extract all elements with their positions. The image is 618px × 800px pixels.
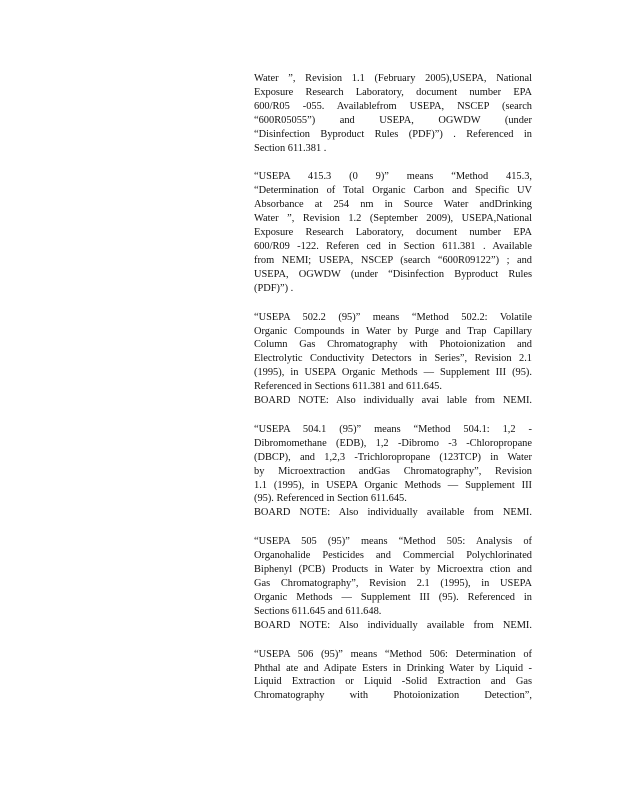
text-line: Dibromomethane (EDB), 1,2 -Dibromo -3 -Chloropropane — [254, 437, 532, 449]
paragraph-water-revision-continuation — [254, 72, 532, 155]
text-line: 1.1 (1995), in USEPA Organic Methods — Supplement III — [254, 479, 532, 491]
text-line: Organic Compounds in Water by Purge and Trap Capillary — [254, 325, 532, 337]
text-line: Electrolytic Conductivity Detectors in Series”, Revision 2.1 — [254, 353, 532, 365]
text-line: “Determination of Total Organic Carbon and Specific UV — [254, 185, 532, 197]
board-note-line: BOARD NOTE: Also individually available from NEMI. — [254, 619, 532, 631]
paragraph-usepa-504-1 — [254, 423, 532, 520]
document-page — [254, 72, 532, 718]
text-line: Column Gas Chromatography with Photoionization and — [254, 339, 532, 351]
text-line: “USEPA 506 (95)” means “Method 506: Determination of — [254, 648, 532, 660]
paragraph-usepa-415-3 — [254, 170, 532, 295]
text-line: Exposure Research Laboratory, document number EPA — [254, 86, 532, 98]
text-line: Exposure Research Laboratory, document number EPA — [254, 227, 532, 239]
text-line: Referenced in Sections 611.381 and 611.645. — [254, 381, 442, 393]
text-line: Gas Chromatography”, Revision 2.1 (1995), in USEPA — [254, 578, 532, 589]
text-line: by Microextraction andGas Chromatography”, Revision — [254, 465, 532, 477]
text-line: “USEPA 505 (95)” means “Method 505: Analysis of — [254, 536, 532, 548]
text-line: Organohalide Pesticides and Commercial Polychlorinated — [254, 550, 532, 562]
paragraph-usepa-505 — [254, 535, 532, 632]
text-line: 600/R09 -122. Referen ced in Section 611.381 . Available — [254, 240, 532, 252]
text-line: Organic Methods — Supplement III (95). Referenced in — [254, 591, 532, 603]
text-line: Absorbance at 254 nm in Source Water andDrinking — [254, 199, 532, 211]
board-note-line: BOARD NOTE: Also individually avai lable from NEMI. — [254, 395, 532, 407]
text-line: (PDF)”) . — [254, 282, 294, 294]
text-line: 600/R05 -055. Availablefrom USEPA, NSCEP (search — [254, 100, 532, 112]
text-line: Biphenyl (PCB) Products in Water by Microextra ction and — [254, 564, 532, 576]
text-line: Phthal ate and Adipate Esters in Drinking Water by Liquid - — [254, 662, 532, 674]
text-line: Section 611.381 . — [254, 142, 327, 154]
text-line: (95). Referenced in Section 611.645. — [254, 493, 407, 505]
text-line: Liquid Extraction or Liquid -Solid Extraction and Gas — [254, 676, 532, 688]
text-line: “Disinfection Byproduct Rules (PDF)”) . Referenced in — [254, 128, 532, 140]
board-note-line: BOARD NOTE: Also individually available from NEMI. — [254, 507, 532, 519]
text-line: Water ”, Revision 1.2 (September 2009), USEPA,National — [254, 213, 532, 225]
paragraph-usepa-506 — [254, 648, 532, 704]
text-line: Sections 611.645 and 611.648. — [254, 605, 382, 617]
paragraph-usepa-502-2 — [254, 311, 532, 408]
text-line: “USEPA 502.2 (95)” means “Method 502.2: Volatile — [254, 311, 532, 323]
text-line: (1995), in USEPA Organic Methods — Supplement III (95). — [254, 367, 532, 379]
text-line: from NEMI; USEPA, NSCEP (search “600R09122”) ; and — [254, 254, 532, 266]
text-line: (DBCP), and 1,2,3 -Trichloropropane (123TCP) in Water — [254, 451, 532, 463]
text-line: “USEPA 415.3 (0 9)” means “Method 415.3, — [254, 171, 532, 183]
text-line: Water ”, Revision 1.1 (February 2005),USEPA, National — [254, 73, 532, 84]
text-line: Chromatography with Photoionization Detection”, — [254, 690, 532, 702]
text-line: “USEPA 504.1 (95)” means “Method 504.1: 1,2 - — [254, 423, 532, 435]
text-line: “600R05055”) and USEPA, OGWDW (under — [254, 114, 532, 126]
text-line: USEPA, OGWDW (under “Disinfection Byproduct Rules — [254, 268, 532, 280]
